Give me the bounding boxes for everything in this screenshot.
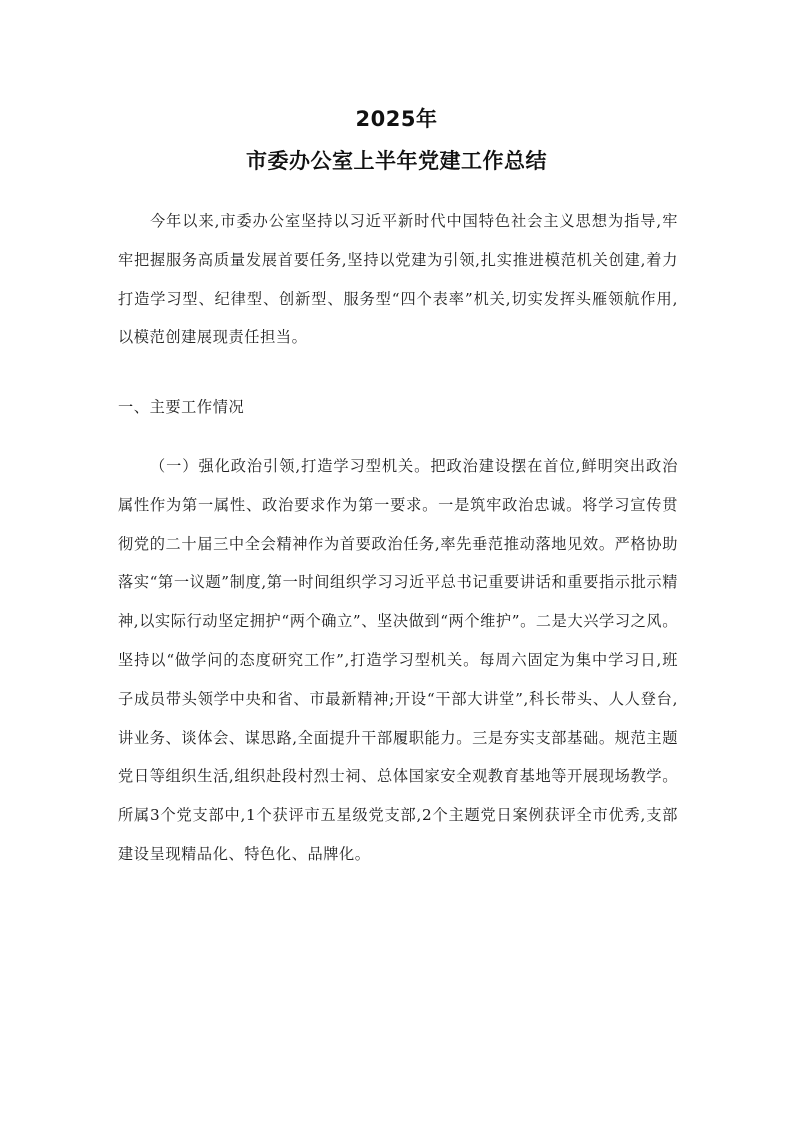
intro-paragraph: 今年以来,市委办公室坚持以习近平新时代中国特色社会主义思想为指导,牢牢把握服务高质量发展首要任务,坚持以党建为引领,扎实推进模范机关创建,着力打造学习型、纪律型、创新型、服务型“四个表率”机关,切实发挥头雁领航作用,以模范创建展现责任担当。 <box>118 212 678 347</box>
document-title: 市委办公室上半年党建工作总结 <box>246 149 547 173</box>
section-paragraph-political-guidance: （一）强化政治引领,打造学习型机关。把政治建设摆在首位,鲜明突出政治属性作为第一属性、政治要求作为第一要求。一是筑牢政治忠诚。将学习宣传贯彻党的二十届三中全会精神作为首要政治任务,率先垂范推动落地见效。严格协助落实“第一议题”制度,第一时间组织学习习近平总书记重要讲话和重要指示批示精神,以实际行动坚定拥护“两个确立”、坚决做到“两个维护”。二是大兴学习之风。坚持以“做学问的态度研究工作”,打造学习型机关。每周六固定为集中学习日,班子成员带头领学中央和省、市最新精神;开设“干部大讲堂”,科长带头、人人登台,讲业务、谈体会、谋思路,全面提升干部履职能力。三是夯实支部基础。规范主题党日等组织生活,组织赴段村烈士祠、总体国家安全观教育基地等开展现场教学。所属3个党支部中,1个获评市五星级党支部,2个主题党日案例获评全市优秀,支部建设呈现精品化、特色化、品牌化。 <box>118 457 678 863</box>
section-heading-main-work: 一、主要工作情况 <box>118 398 245 416</box>
document-title-year: 2025年 <box>355 107 438 131</box>
